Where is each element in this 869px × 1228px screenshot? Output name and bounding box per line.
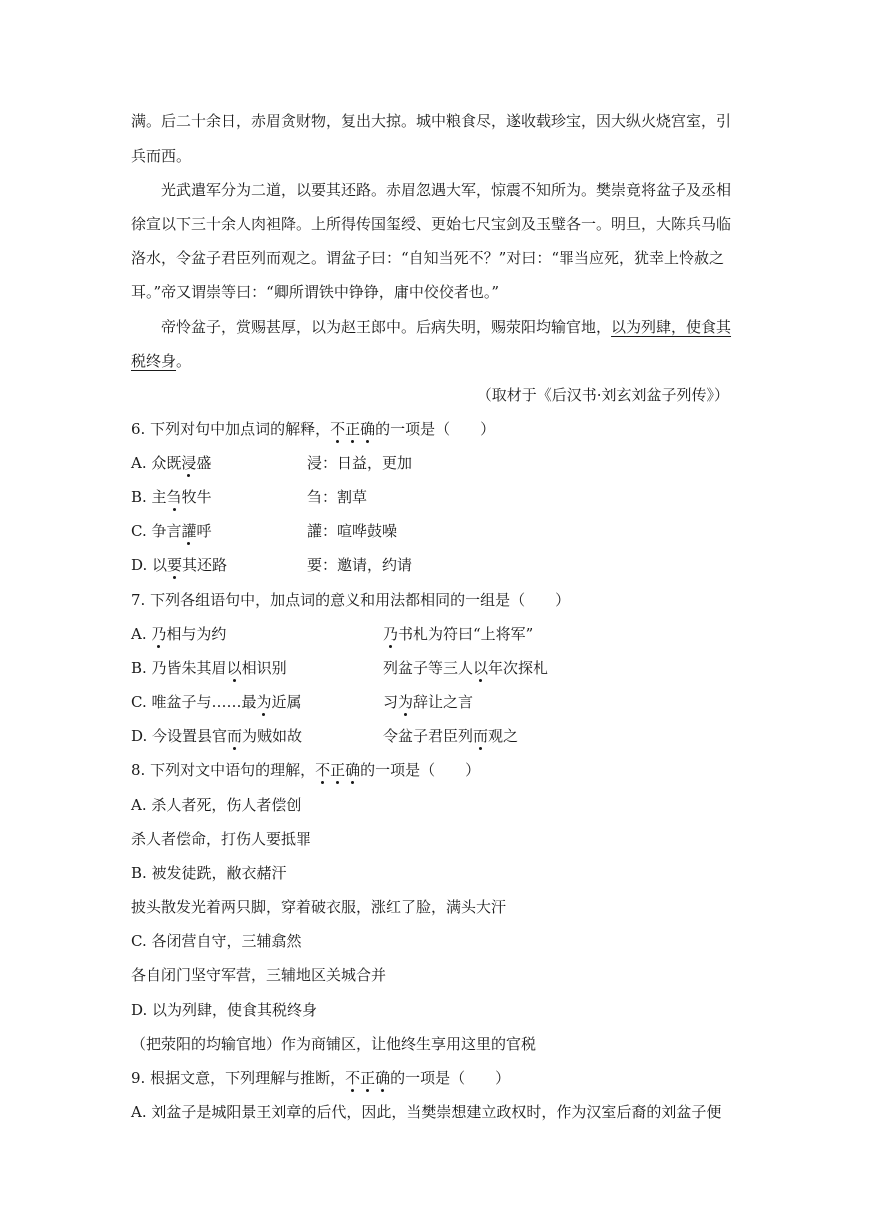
dotted-char: 而 [473, 727, 489, 745]
option-text: 为贼如故 [242, 727, 303, 745]
q6-option-a-explanation: 浸：日益，更加 [307, 454, 413, 472]
dotted-char: 不 [345, 1069, 361, 1087]
question-9-stem [131, 1068, 510, 1088]
dotted-char: 为 [398, 693, 414, 711]
q7-option-c[interactable] [131, 692, 302, 712]
q6-option-d[interactable] [131, 555, 227, 575]
option-text: 盛 [196, 454, 212, 472]
passage-text: 。 [176, 352, 192, 370]
option-text: 其还路 [182, 556, 228, 574]
stem-text: 的一项是（ ） [375, 420, 496, 438]
option-text: B. 主 [131, 488, 167, 506]
q8-option-c[interactable]: C. 各闭营自守，三辅翕然 [131, 932, 302, 950]
option-text: B. 乃皆朱其眉 [131, 659, 227, 677]
q8-option-a-translation: 杀人者偿命，打伤人要抵罪 [131, 830, 312, 848]
dotted-char: 确 [375, 1069, 391, 1087]
dotted-char: 浸 [181, 454, 197, 472]
dotted-char: 而 [227, 727, 243, 745]
dotted-char: 确 [345, 761, 361, 779]
option-text: 牧牛 [181, 488, 212, 506]
option-text: C. 争言 [131, 522, 182, 540]
q6-option-c-explanation: 讙：喧哗鼓噪 [307, 522, 398, 540]
option-text: 年次探札 [488, 659, 549, 677]
stem-text: 的一项是（ ） [390, 1069, 511, 1087]
option-text: 近属 [271, 693, 302, 711]
q7-option-a-right [383, 624, 533, 644]
q8-option-d[interactable]: D. 以为列肆，使食其税终身 [131, 1001, 318, 1019]
dotted-char: 为 [256, 693, 272, 711]
option-text: 令盆子君臣列 [383, 727, 474, 745]
option-text: 观之 [488, 727, 519, 745]
option-text: C. 唯盆子与……最 [131, 693, 257, 711]
q6-option-a[interactable] [131, 453, 211, 473]
passage-line [161, 317, 731, 337]
q7-option-a[interactable] [131, 624, 226, 644]
q6-option-b-explanation: 刍：割草 [307, 488, 368, 506]
question-7-stem: 7. 下列各组语句中，加点词的意义和用法都相同的一组是（ ） [131, 591, 571, 609]
option-text: 习 [383, 693, 399, 711]
dotted-char: 刍 [166, 488, 182, 506]
dotted-char: 讙 [181, 522, 197, 540]
passage-line [131, 351, 191, 371]
passage-line: 徐宣以下三十余人肉袒降。上所得传国玺绶、更始七尺宝剑及玉璧各一。明旦，大陈兵马临 [131, 215, 732, 233]
q8-option-c-translation: 各自闭门坚守军营，三辅地区关城合并 [131, 966, 387, 984]
dotted-char: 正 [360, 1069, 376, 1087]
dotted-char: 正 [330, 761, 346, 779]
q6-option-b[interactable] [131, 487, 212, 507]
q7-option-c-right [383, 692, 473, 712]
q8-option-d-translation: （把荥阳的均输官地）作为商铺区，让他终生享用这里的官税 [131, 1035, 537, 1053]
dotted-char: 不 [315, 761, 331, 779]
option-text: 相与为约 [166, 625, 227, 643]
option-text: 列盆子等三人 [383, 659, 474, 677]
option-text: 相识别 [241, 659, 287, 677]
q7-option-d[interactable] [131, 726, 302, 746]
passage-line: 耳。”帝又谓崇等曰：“卿所谓铁中铮铮，庸中佼佼者也。” [131, 283, 500, 301]
stem-text: 6. 下列对句中加点词的解释， [131, 420, 331, 438]
question-8-stem [131, 760, 480, 780]
q6-option-d-explanation: 要：邀请，约请 [307, 556, 413, 574]
option-text: A. [131, 625, 152, 643]
stem-text: 9. 根据文意，下列理解与推断， [131, 1069, 346, 1087]
dotted-char: 乃 [151, 625, 167, 643]
dotted-char: 不 [330, 420, 346, 438]
dotted-char: 正 [345, 420, 361, 438]
q8-option-b-translation: 披头散发光着两只脚，穿着破衣服，涨红了脸，满头大汗 [131, 898, 507, 916]
q7-option-b-right [383, 658, 548, 678]
passage-line: 兵而西。 [131, 147, 192, 165]
q8-option-a[interactable]: A. 杀人者死，伤人者偿创 [131, 796, 302, 814]
dotted-char: 乃 [383, 625, 399, 643]
dotted-char: 以 [473, 659, 489, 677]
passage-line: 光武遣军分为二道，以要其还路。赤眉忽遇大军，惊震不知所为。樊崇竟将盆子及丞相 [161, 181, 732, 199]
q6-option-c[interactable] [131, 521, 212, 541]
option-text: D. 今设置县官 [131, 727, 228, 745]
stem-text: 的一项是（ ） [360, 761, 481, 779]
option-text: 呼 [196, 522, 212, 540]
question-6-stem [131, 419, 495, 439]
option-text: 书札为符曰“上将军” [398, 625, 534, 643]
underlined-sentence: 以为列肆，使食其 [611, 318, 732, 336]
option-text: A. 众既 [131, 454, 182, 472]
passage-line: 洛水，令盆子君臣列而观之。谓盆子曰：“自知当死不？”对曰：“罪当应死，犹幸上怜赦之 [131, 249, 725, 267]
passage-line: 满。后二十余日，赤眉贪财物，复出大掠。城中粮食尽，遂收载珍宝，因大纵火烧宫室，引 [131, 112, 732, 130]
dotted-char: 以 [226, 659, 242, 677]
option-text: 辞让之言 [413, 693, 474, 711]
underlined-sentence: 税终身 [131, 352, 177, 370]
option-text: D. 以 [131, 556, 168, 574]
q7-option-d-right [383, 726, 518, 746]
stem-text: 8. 下列对文中语句的理解， [131, 761, 316, 779]
dotted-char: 要 [167, 556, 183, 574]
q9-option-a[interactable]: A. 刘盆子是城阳景王刘章的后代，因此，当樊崇想建立政权时，作为汉室后裔的刘盆子便 [131, 1103, 722, 1121]
passage-text: 帝怜盆子，赏赐甚厚，以为赵王郎中。后病失明，赐荥阳均输官地， [161, 318, 612, 336]
source-citation: （取材于《后汉书·刘玄刘盆子列传》） [476, 386, 729, 404]
q8-option-b[interactable]: B. 被发徒跣，敝衣赭汗 [131, 864, 287, 882]
dotted-char: 确 [360, 420, 376, 438]
q7-option-b[interactable] [131, 658, 287, 678]
